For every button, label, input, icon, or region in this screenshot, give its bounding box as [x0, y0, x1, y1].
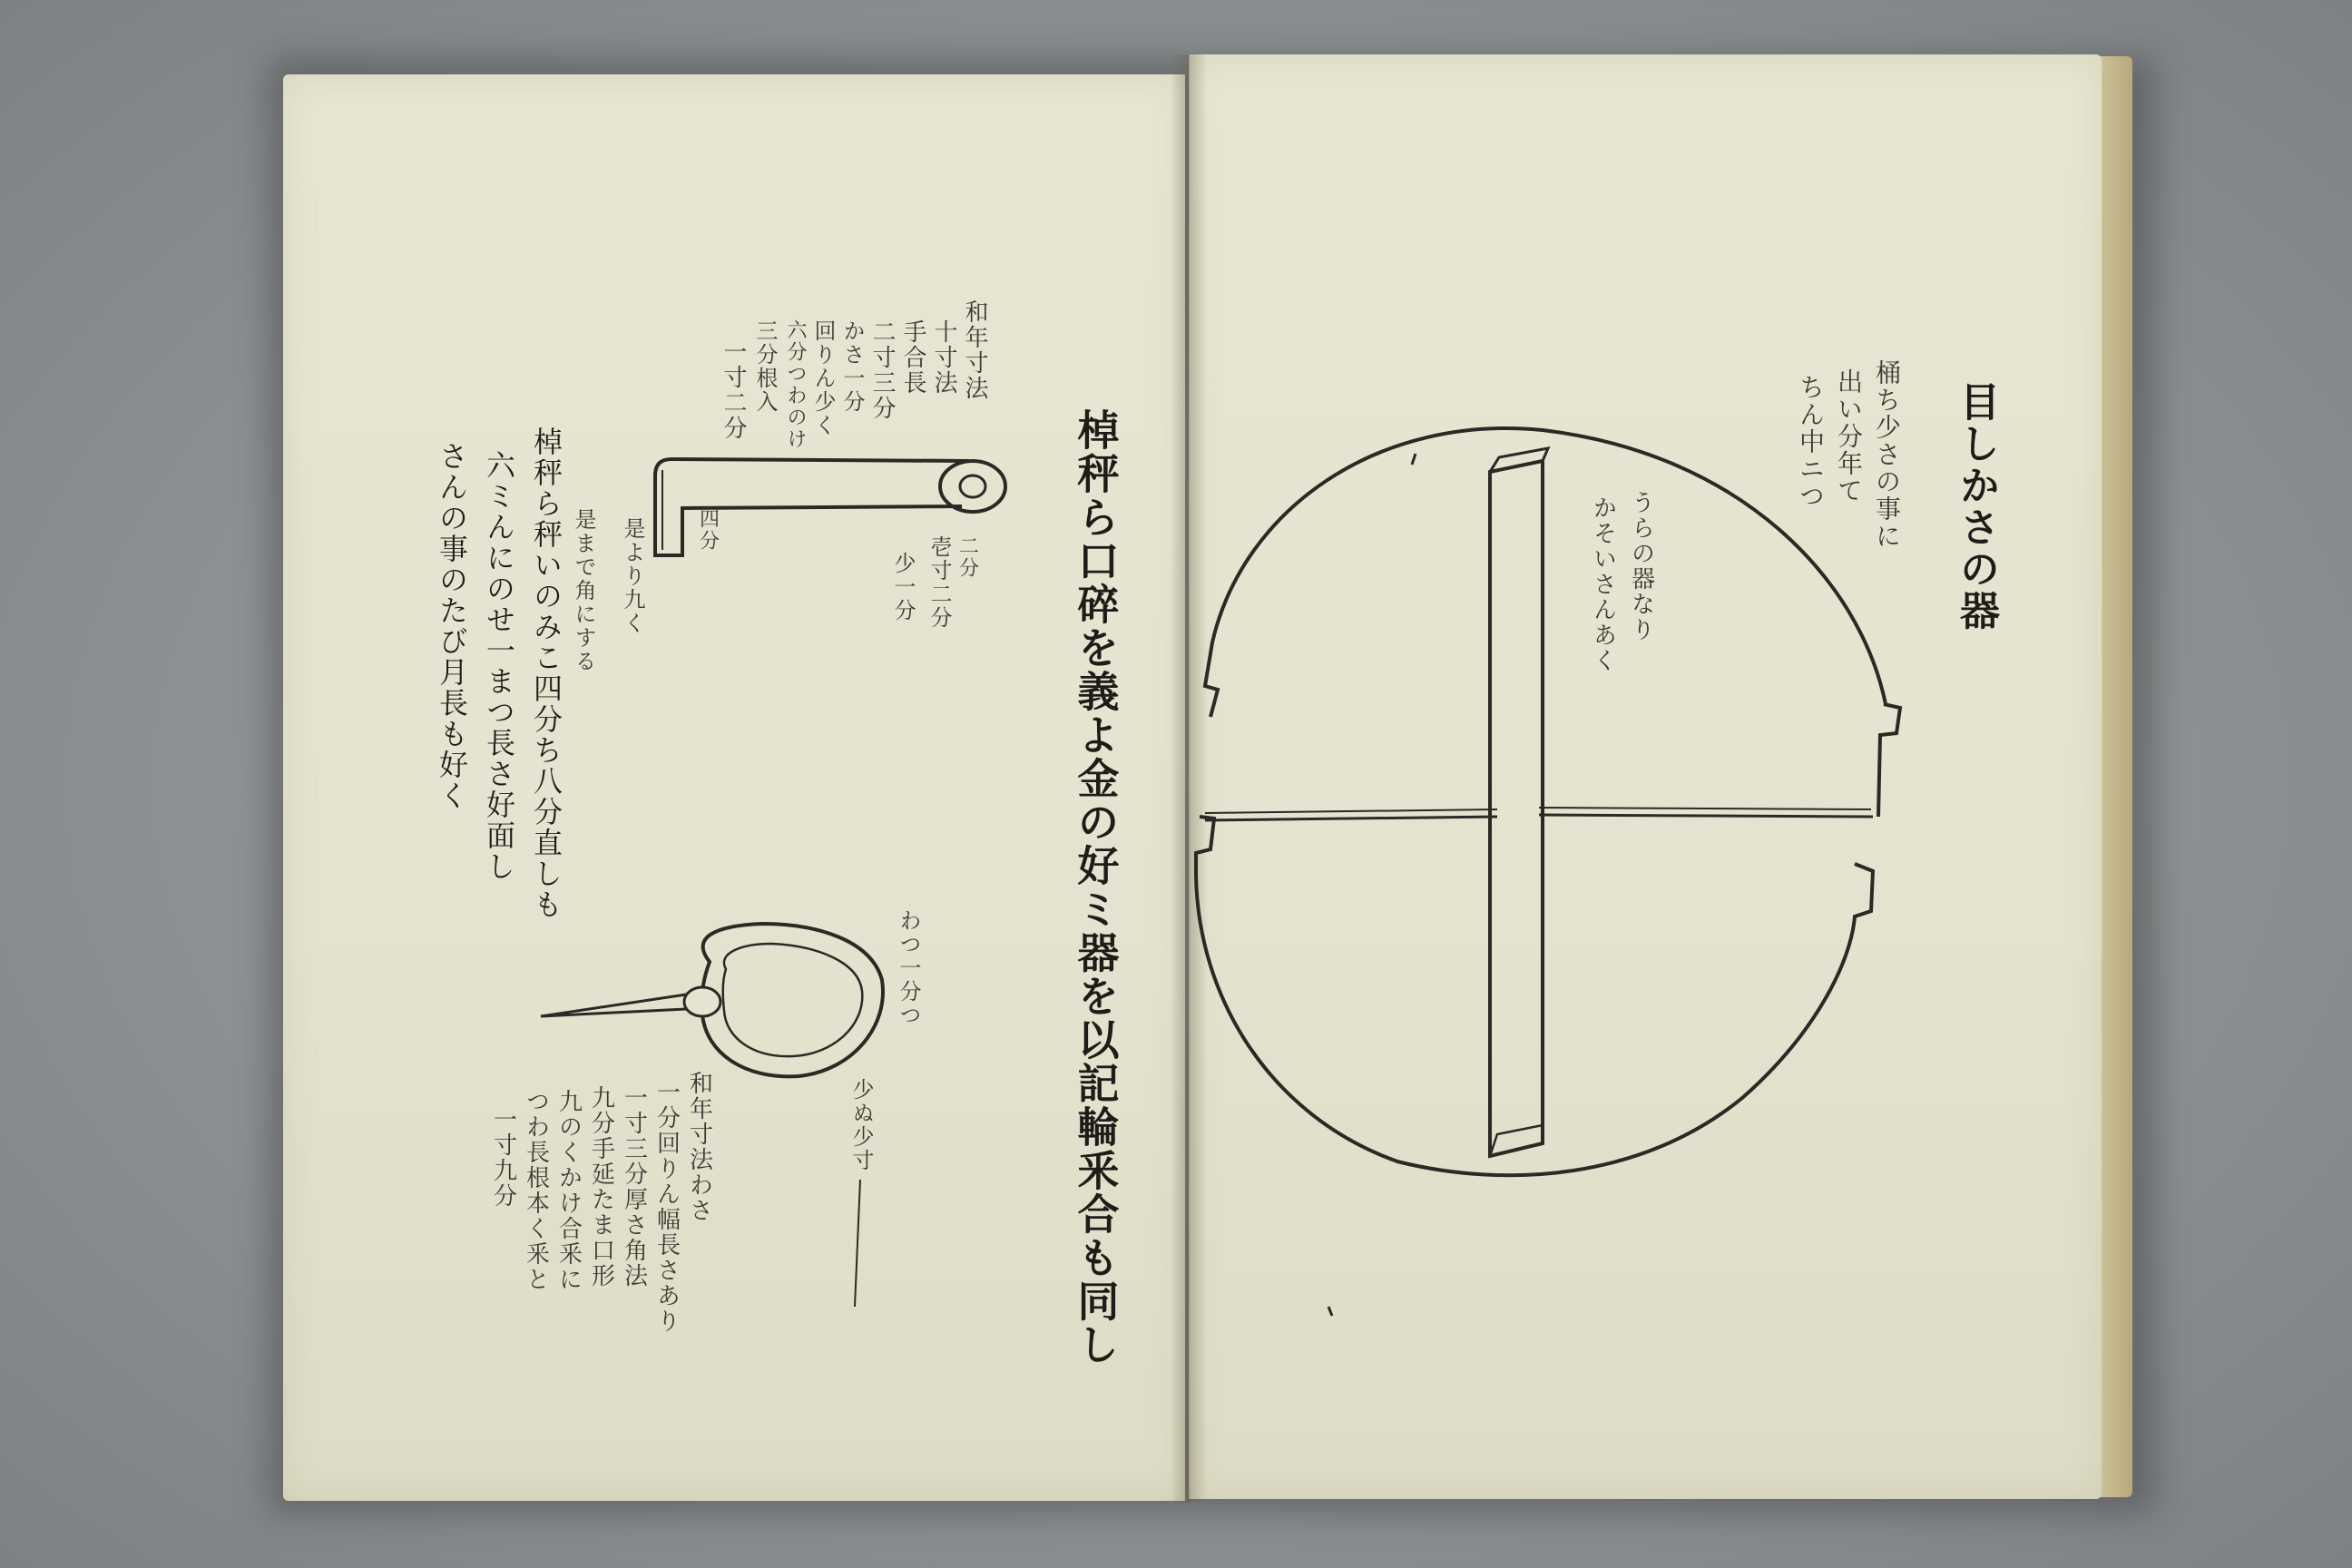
- note-top-line-5: かさ一分: [839, 319, 865, 414]
- ring-label-2: 少ぬ少寸: [848, 1078, 874, 1172]
- right-note-line-2: 出い分年て: [1834, 368, 1864, 505]
- hook-label-4: 二分: [956, 535, 979, 579]
- note-middle-line-3: さんの事のたび月長も好く: [435, 441, 469, 811]
- note-top-line-4: 二寸三分: [868, 319, 896, 421]
- hook-label-2: 是より九く: [620, 517, 645, 635]
- note-bottom-line-4: 九分手延たま口形: [587, 1085, 615, 1289]
- note-bottom-line-3: 一寸三分厚さ角法: [620, 1085, 648, 1289]
- note-top-line-7: 六分つわのけ: [784, 319, 807, 450]
- note-bottom-line-6: つわ長根本く釆と: [522, 1089, 550, 1292]
- note-top-line-1: 和年寸法: [961, 299, 988, 401]
- right-note-inside: [1566, 490, 1675, 762]
- right-inside-line-2: かそいさんあく: [1589, 495, 1617, 673]
- ring-label-1: わつ一分つ: [896, 909, 921, 1027]
- note-top-line-8: 三分根入: [752, 319, 778, 414]
- note-bottom-line-5: 九のくかけ合釆に: [554, 1089, 583, 1292]
- note-top-line-2: 十寸法: [930, 319, 957, 396]
- hook-label-3: 是まで角にする: [571, 508, 596, 673]
- right-note-line-3: ちん中ニつ: [1796, 374, 1826, 510]
- note-bottom-line-2: 一分回りん幅長さあり: [652, 1080, 681, 1334]
- note-top-line-9: 一寸二分: [720, 339, 747, 441]
- note-middle-line-1: 棹秤ら秤いのみこ四分ち八分直しも: [529, 426, 564, 920]
- left-main-heading: 棹秤ら口碎を義よ金の好ミ器を以記輪釆合も同し: [1071, 408, 1121, 1367]
- hook-label-6: 少一分: [890, 552, 916, 622]
- note-top-line-6: 回りん少く: [810, 319, 836, 437]
- note-middle-line-2: 六ミんにのせ一まつ長さ好面し: [482, 450, 516, 882]
- note-top-line-3: 手合長: [899, 319, 926, 396]
- hook-label-5: 壱寸二分: [926, 535, 952, 630]
- right-inside-line-1: うらの器なり: [1627, 490, 1655, 642]
- right-page-title: 目しかさの器: [1953, 381, 1999, 632]
- hook-label-1: 四分: [696, 508, 720, 552]
- note-bottom-line-7: 一寸九分: [489, 1107, 517, 1209]
- note-bottom-line-1: 和年寸法わさ: [685, 1071, 713, 1223]
- right-note-line-1: 桶ち少さの事に: [1872, 359, 1902, 550]
